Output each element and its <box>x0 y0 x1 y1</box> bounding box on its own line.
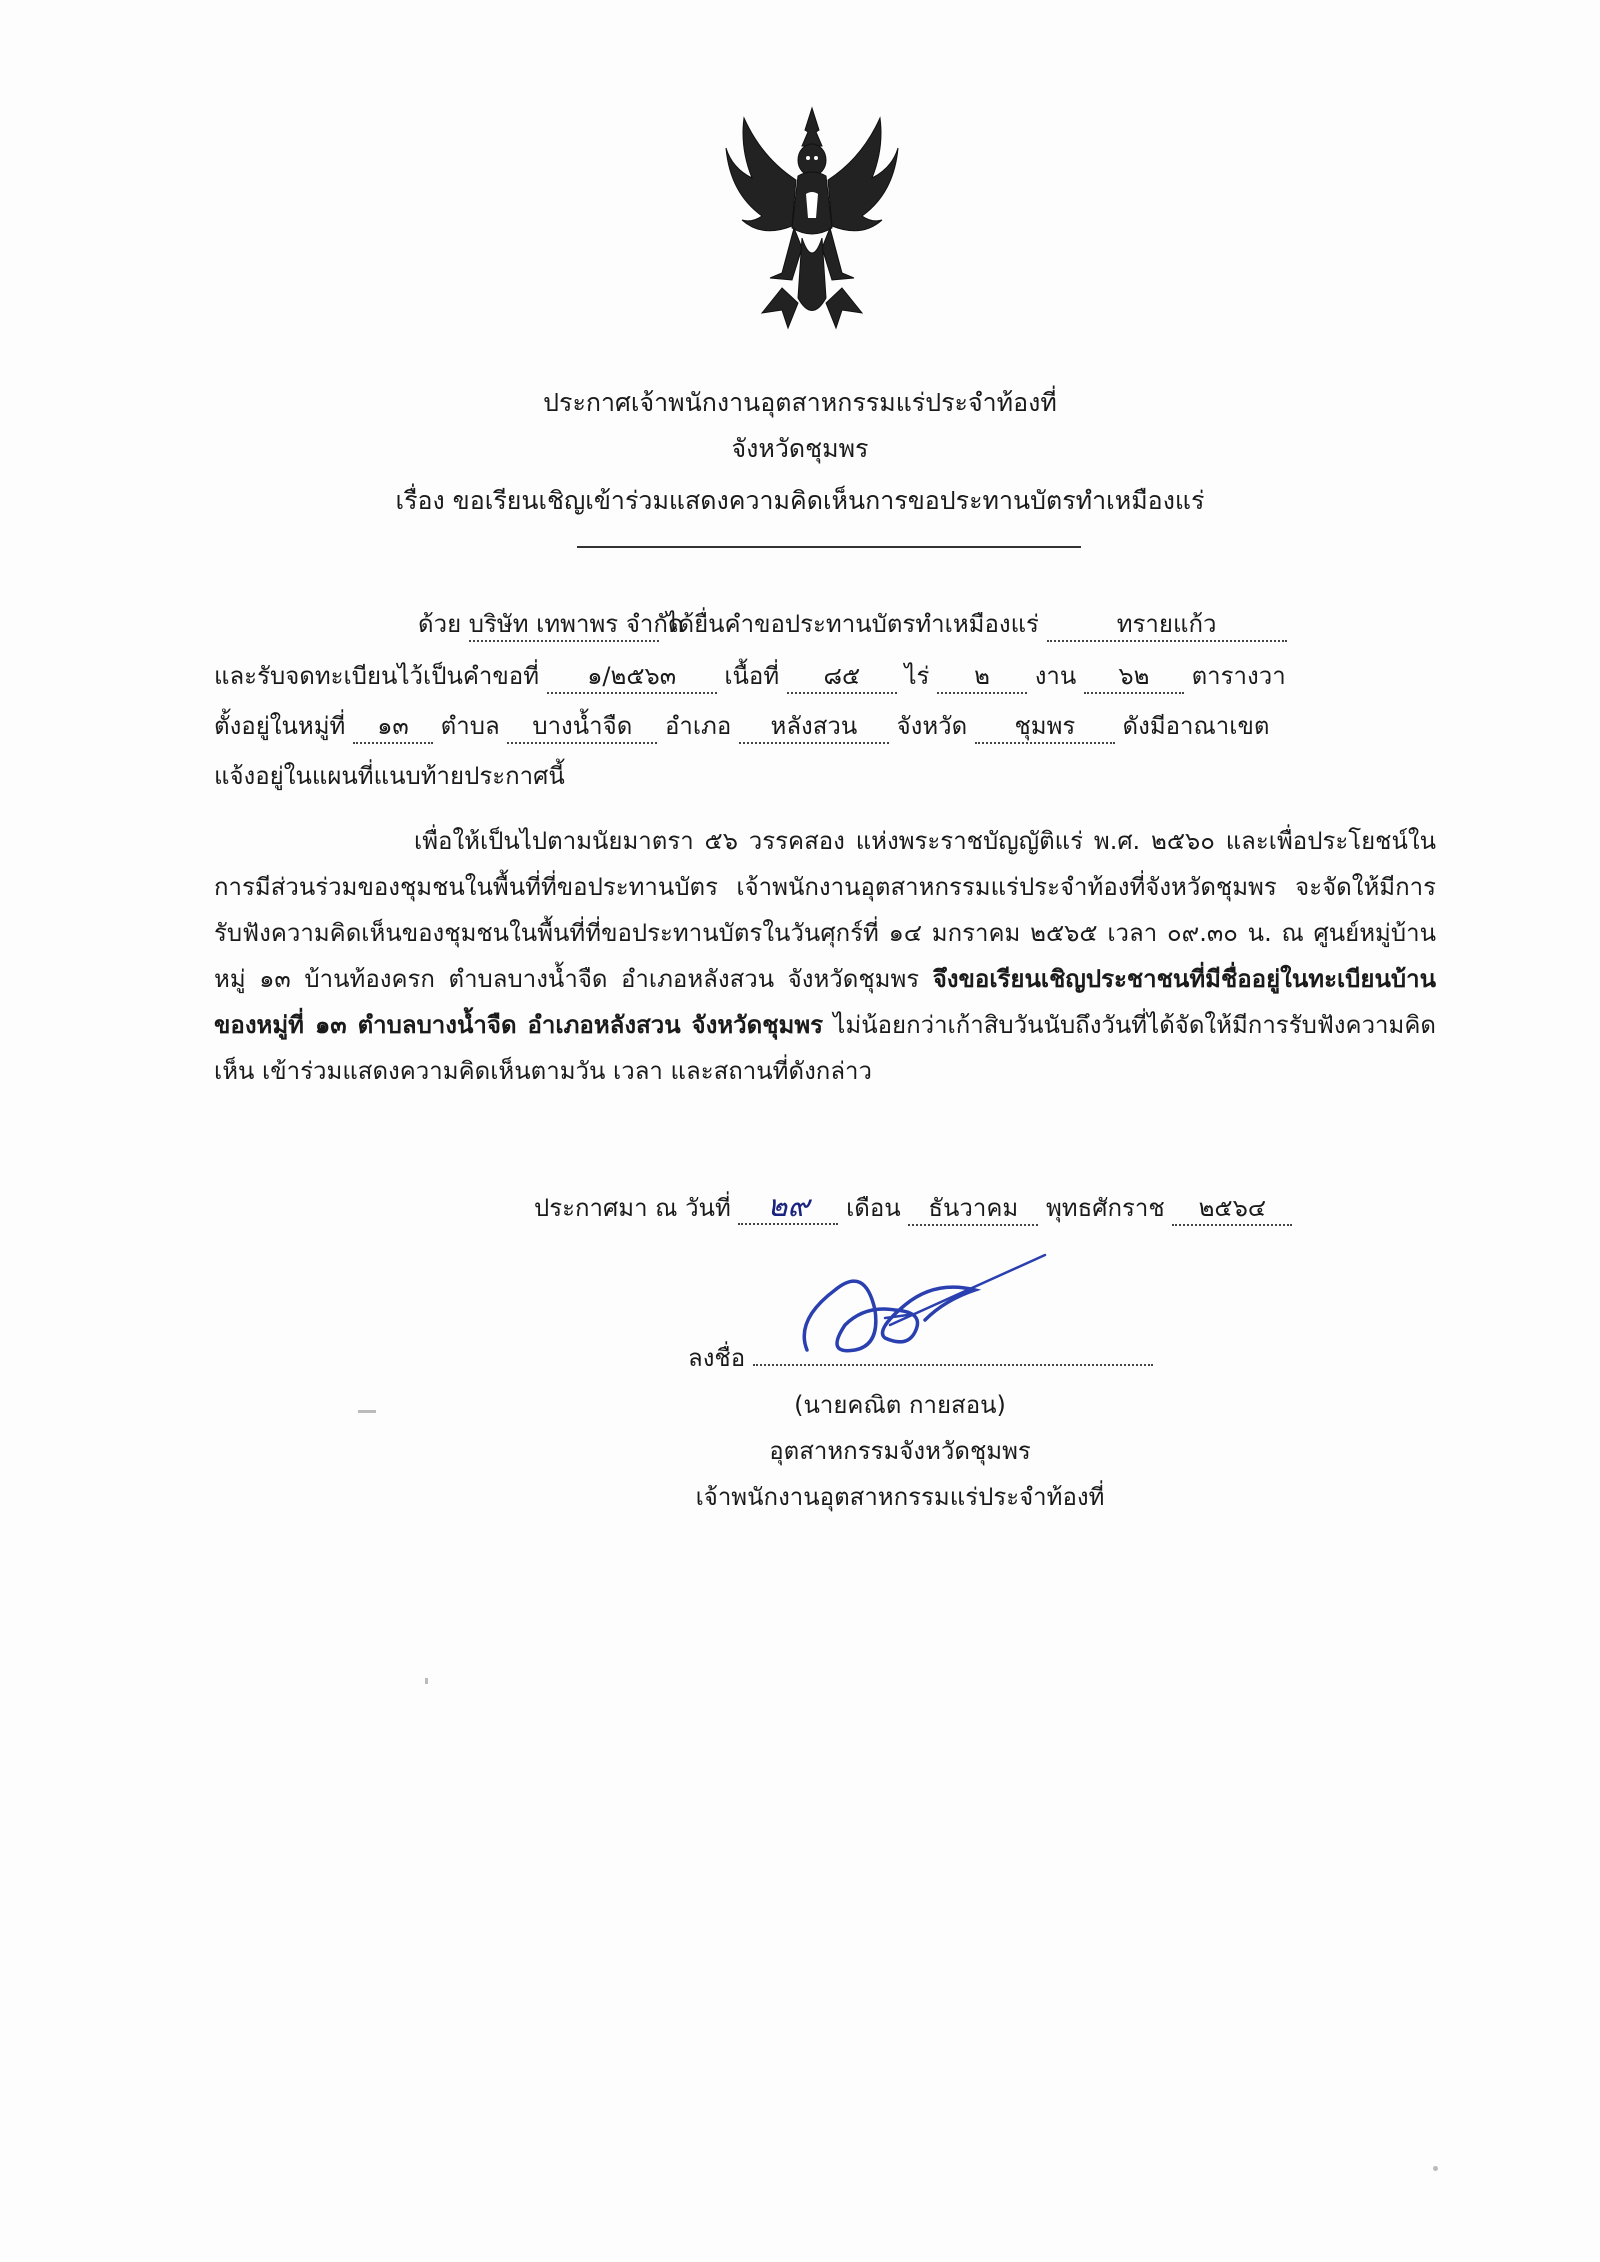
intro-line-1 <box>418 604 1287 643</box>
date-line <box>534 1188 1292 1227</box>
amphoe-label: อำเภอ <box>664 712 732 740</box>
rai-field: ๘๕ <box>787 660 897 694</box>
intro-line-4: แจ้งอยู่ในแผนที่แนบท้ายประกาศนี้ <box>214 762 565 790</box>
scan-mark <box>1433 2166 1438 2171</box>
intro-line-2 <box>214 656 1286 695</box>
mineral-field: ทรายแก้ว <box>1047 608 1287 642</box>
paragraph-closing-text: ไม่น้อยกว่าเก้าสิบวันนับถึงวันที่ได้จัดให้มีการรับฟังความคิดเห็น เข้าร่วมแสดงความคิดเห็นตามวัน เวลา และสถานที่ดังกล่าว <box>214 1011 1436 1085</box>
signer-position-2: เจ้าพนักงานอุตสาหกรรมแร่ประจำท้องที่ <box>695 1483 1105 1511</box>
province-label: จังหวัด <box>896 712 968 740</box>
province-field: ชุมพร <box>975 710 1115 744</box>
paragraph-text: เพื่อให้เป็นไปตามนัยมาตรา ๕๖ วรรคสอง แห่งพระราชบัญญัติแร่ พ.ศ. ๒๕๖๐ และเพื่อประโยชน์ในการมีส่วนร่วมของชุมชนในพื้นที่ที่ขอประทานบัตร เจ้าพนักงานอุตสาหกรรมแร่ประจำท้องที่จังหวัดชุมพร จะจัดให้มีการรับฟังความคิดเห็นของชุมชนในพื้นที่ที่ขอประทานบัตรในวันศุกร์ที่ ๑๔ มกราคม ๒๕๖๕ เวลา ๐๙.๓๐ น. ณ ศูนย์หมู่บ้าน หมู่ ๑๓ บ้านท้องครก ตำบลบางน้ำจืด อำเภอหลังสวน จังหวัดชุมพร <box>214 827 1436 993</box>
sign-label: ลงชื่อ <box>688 1344 746 1372</box>
rai-label: ไร่ <box>904 662 930 690</box>
request-label: และรับจดทะเบียนไว้เป็นคำขอที่ <box>214 662 540 690</box>
amphoe-field: หลังสวน <box>739 710 889 744</box>
announcement-subject: เรื่อง ขอเรียนเชิญเข้าร่วมแสดงความคิดเห็นการขอประทานบัตรทำเหมืองแร่ <box>395 486 1205 515</box>
moo-label: ตั้งอยู่ในหมู่ที่ <box>214 712 346 740</box>
scan-mark <box>358 1410 376 1413</box>
scan-mark <box>425 1678 428 1684</box>
sign-field <box>753 1364 1153 1366</box>
announcement-title: ประกาศเจ้าพนักงานอุตสาหกรรมแร่ประจำท้องที่ <box>543 388 1057 417</box>
boundary-text: ดังมีอาณาเขต <box>1122 712 1270 740</box>
ngan-field: ๒ <box>937 660 1027 694</box>
paragraph-bold-text: จึงขอเรียนเชิญประชาชนที่มีชื่ออยู่ในทะเบียนบ้าน ของหมู่ที่ ๑๓ ตำบลบางน้ำจืด อำเภอหลังสวน จังหวัดชุมพร <box>214 965 1436 1039</box>
wa-field: ๖๒ <box>1084 660 1184 694</box>
year-field: ๒๕๖๔ <box>1172 1192 1292 1226</box>
wa-label: ตารางวา <box>1191 662 1286 690</box>
intro-mid: ได้ยื่นคำขอประทานบัตรทำเหมืองแร่ <box>666 610 1039 638</box>
header-divider <box>577 546 1081 548</box>
tambon-field: บางน้ำจืด <box>507 710 657 744</box>
year-label: พุทธศักราช <box>1045 1194 1165 1222</box>
date-prefix: ประกาศมา ณ วันที่ <box>534 1194 731 1222</box>
signer-name: (นายคณิต กายสอน) <box>794 1391 1006 1419</box>
moo-field: ๑๓ <box>353 710 433 744</box>
announcement-province: จังหวัดชุมพร <box>731 434 869 463</box>
signer-position-1: อุตสาหกรรมจังหวัดชุมพร <box>769 1437 1031 1465</box>
garuda-emblem-icon <box>722 98 902 338</box>
ngan-label: งาน <box>1034 662 1077 690</box>
intro-prefix: ด้วย <box>418 610 462 638</box>
month-field: ธันวาคม <box>908 1192 1038 1226</box>
area-label: เนื้อที่ <box>724 662 780 690</box>
tambon-label: ตำบล <box>440 712 500 740</box>
month-label: เดือน <box>846 1194 901 1222</box>
company-field: บริษัท เทพาพร จำกัด <box>469 608 659 642</box>
day-field: ๒๙ <box>738 1191 838 1225</box>
intro-line-3 <box>214 706 1269 745</box>
main-paragraph <box>214 818 1436 1094</box>
request-number-field: ๑/๒๕๖๓ <box>547 660 717 694</box>
sign-line <box>688 1338 1153 1377</box>
